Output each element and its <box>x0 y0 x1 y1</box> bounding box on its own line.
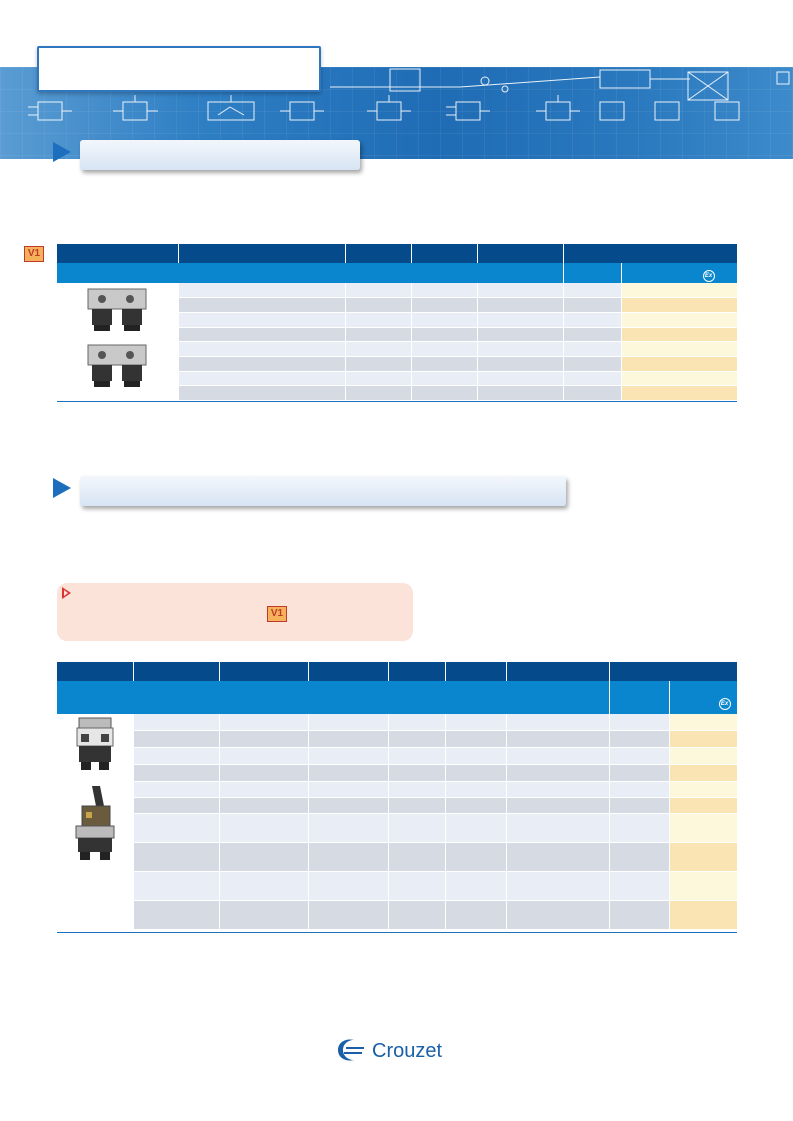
t2-cell <box>388 765 445 782</box>
t1-subheader-cell <box>57 263 563 283</box>
t2-cell <box>308 901 388 930</box>
t2-cell <box>669 872 737 901</box>
t1-cell <box>621 342 737 357</box>
t1-header-cell <box>563 244 737 263</box>
t2-cell <box>609 782 669 798</box>
page-title-box <box>37 46 321 92</box>
t2-cell <box>669 782 737 798</box>
t2-cell <box>609 731 669 748</box>
t1-cell <box>621 312 737 327</box>
t2-cell <box>609 714 669 731</box>
t2-header-cell <box>57 662 133 681</box>
t1-header-cell <box>477 244 563 263</box>
t1-cell <box>345 283 411 298</box>
t2-cell <box>308 765 388 782</box>
t2-header-cell <box>219 662 308 681</box>
t2-cell <box>133 843 219 872</box>
t2-cell <box>445 714 506 731</box>
t2-cell <box>308 782 388 798</box>
t2-header-cell <box>445 662 506 681</box>
t1-cell <box>411 386 477 401</box>
v1-tag: V1 <box>24 246 44 262</box>
note-triangle-icon <box>62 587 71 599</box>
t1-cell <box>621 386 737 401</box>
t1-cell <box>563 386 621 401</box>
t2-cell <box>219 748 308 765</box>
t2-cell <box>506 798 609 814</box>
t2-cell <box>445 814 506 843</box>
t1-cell <box>621 283 737 298</box>
t1-cell <box>477 312 563 327</box>
t2-cell <box>219 765 308 782</box>
t1-header-cell <box>178 244 345 263</box>
t2-header-cell <box>308 662 388 681</box>
t1-cell <box>621 356 737 371</box>
t1-cell <box>411 342 477 357</box>
t1-cell <box>178 327 345 342</box>
t1-cell <box>477 386 563 401</box>
t2-subheader-cell <box>609 681 669 714</box>
t2-cell <box>308 872 388 901</box>
t2-header-cell <box>133 662 219 681</box>
t2-cell <box>219 843 308 872</box>
t2-cell <box>219 814 308 843</box>
product-table-1 <box>57 244 738 401</box>
t1-cell <box>345 298 411 313</box>
t1-cell <box>411 298 477 313</box>
table-1-bottom-rule <box>57 401 737 402</box>
t1-cell <box>345 371 411 386</box>
t2-cell <box>219 872 308 901</box>
t2-cell <box>506 901 609 930</box>
t2-cell <box>669 814 737 843</box>
t2-cell <box>133 901 219 930</box>
t1-cell <box>411 356 477 371</box>
valve-product-image <box>82 283 152 395</box>
t1-cell <box>178 371 345 386</box>
t1-cell <box>477 371 563 386</box>
t1-cell <box>345 342 411 357</box>
t1-cell <box>563 356 621 371</box>
t2-cell <box>609 798 669 814</box>
t1-cell <box>345 327 411 342</box>
t2-cell <box>219 782 308 798</box>
product-image-cell <box>57 714 133 782</box>
t2-cell <box>506 748 609 765</box>
t1-cell <box>563 371 621 386</box>
t1-cell <box>178 283 345 298</box>
t1-header-cell <box>57 244 178 263</box>
t2-cell <box>133 814 219 843</box>
t2-cell <box>308 798 388 814</box>
ex-certification-icon: Ex <box>703 270 715 282</box>
t1-cell <box>563 327 621 342</box>
t2-header-cell <box>506 662 609 681</box>
t2-cell <box>609 843 669 872</box>
t2-cell <box>308 843 388 872</box>
t1-cell <box>345 356 411 371</box>
t1-cell <box>563 312 621 327</box>
t1-cell <box>621 327 737 342</box>
t2-cell <box>669 798 737 814</box>
brand-logo-text: Crouzet <box>372 1040 443 1062</box>
t2-header-cell <box>388 662 445 681</box>
product-image-cell <box>57 782 133 930</box>
t2-cell <box>219 714 308 731</box>
t2-cell <box>133 798 219 814</box>
t1-cell <box>563 342 621 357</box>
t2-cell <box>388 872 445 901</box>
t2-cell <box>219 731 308 748</box>
t1-cell <box>477 327 563 342</box>
t2-cell <box>445 901 506 930</box>
t2-cell <box>506 843 609 872</box>
section-1-heading-bar <box>80 140 360 170</box>
t2-subheader-cell <box>57 681 609 714</box>
product-table-2 <box>57 662 738 930</box>
product-image-cell <box>57 283 178 401</box>
valve-product-image <box>73 714 117 776</box>
t1-cell <box>178 342 345 357</box>
ex-certification-icon: Ex <box>719 698 731 710</box>
t2-cell <box>506 782 609 798</box>
t2-cell <box>669 714 737 731</box>
t1-cell <box>178 356 345 371</box>
t1-cell <box>345 386 411 401</box>
t1-cell <box>477 342 563 357</box>
lever-valve-product-image <box>70 784 120 864</box>
t1-cell <box>563 283 621 298</box>
t2-cell <box>609 814 669 843</box>
t2-cell <box>506 731 609 748</box>
t2-cell <box>669 748 737 765</box>
table-2-bottom-rule <box>57 932 737 933</box>
t1-cell <box>345 312 411 327</box>
t1-cell <box>477 298 563 313</box>
t2-header-cell <box>609 662 737 681</box>
t2-cell <box>445 798 506 814</box>
t2-cell <box>133 714 219 731</box>
t2-cell <box>669 843 737 872</box>
t2-cell <box>445 748 506 765</box>
t2-cell <box>133 765 219 782</box>
t2-cell <box>445 731 506 748</box>
t2-cell <box>133 748 219 765</box>
t2-cell <box>506 872 609 901</box>
t1-cell <box>178 312 345 327</box>
t2-cell <box>445 872 506 901</box>
t1-cell <box>411 327 477 342</box>
t2-cell <box>388 814 445 843</box>
t1-cell <box>411 283 477 298</box>
section-2-heading-bar <box>80 476 566 506</box>
t2-cell <box>388 901 445 930</box>
t2-cell <box>308 814 388 843</box>
t2-cell <box>669 901 737 930</box>
t2-cell <box>388 714 445 731</box>
t2-cell <box>445 765 506 782</box>
v1-tag: V1 <box>267 606 287 622</box>
crouzet-logo-icon <box>334 1036 370 1064</box>
t1-subheader-cell <box>563 263 621 283</box>
t1-cell <box>477 356 563 371</box>
t2-cell <box>133 782 219 798</box>
t2-cell <box>506 714 609 731</box>
t1-cell <box>178 298 345 313</box>
t2-cell <box>388 748 445 765</box>
t2-cell <box>445 782 506 798</box>
t2-cell <box>133 872 219 901</box>
t2-cell <box>609 748 669 765</box>
t2-cell <box>308 714 388 731</box>
t2-cell <box>219 901 308 930</box>
t1-cell <box>477 283 563 298</box>
t1-header-cell <box>345 244 411 263</box>
t2-cell <box>219 798 308 814</box>
t1-cell <box>411 312 477 327</box>
t1-cell <box>563 298 621 313</box>
triangle-right-icon <box>53 478 71 498</box>
t2-cell <box>669 765 737 782</box>
t1-cell <box>621 298 737 313</box>
t2-cell <box>308 748 388 765</box>
t2-cell <box>388 843 445 872</box>
t2-cell <box>609 765 669 782</box>
t2-cell <box>609 872 669 901</box>
t2-cell <box>506 765 609 782</box>
t2-cell <box>506 814 609 843</box>
t1-subheader-ex <box>621 263 737 283</box>
triangle-right-icon <box>53 142 71 162</box>
t2-subheader-ex <box>669 681 737 714</box>
t2-cell <box>445 843 506 872</box>
t1-cell <box>178 386 345 401</box>
t2-cell <box>609 901 669 930</box>
t1-cell <box>621 371 737 386</box>
note-box <box>57 583 413 641</box>
t1-header-cell <box>411 244 477 263</box>
t2-cell <box>669 731 737 748</box>
t2-cell <box>388 798 445 814</box>
t2-cell <box>308 731 388 748</box>
t2-cell <box>388 782 445 798</box>
t2-cell <box>133 731 219 748</box>
t1-cell <box>411 371 477 386</box>
t2-cell <box>388 731 445 748</box>
